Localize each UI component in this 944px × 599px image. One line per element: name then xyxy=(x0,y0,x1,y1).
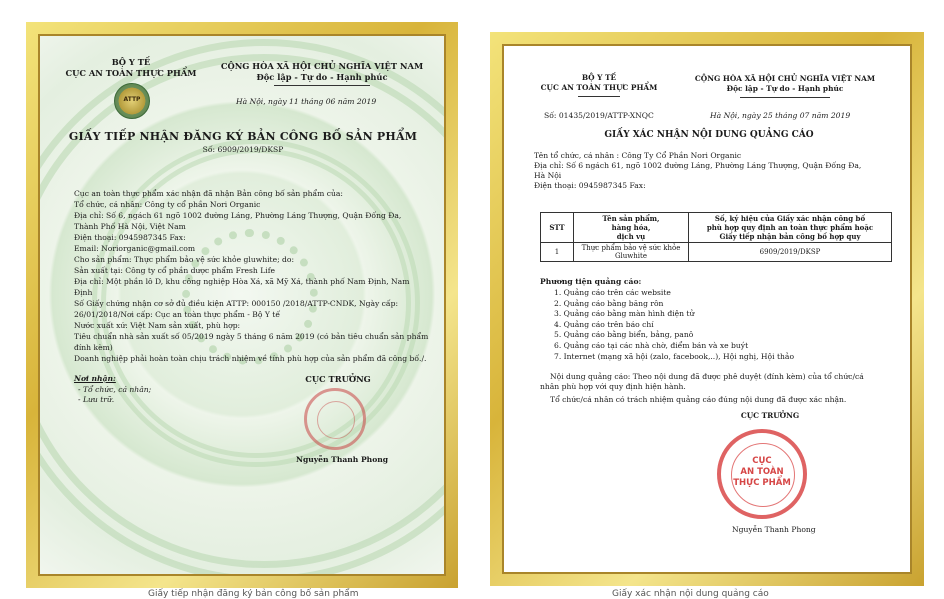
body-line: Cục an toàn thực phẩm xác nhận đã nhận Bản công bố sản phẩm của: xyxy=(74,189,343,198)
body-line: Thành Phố Hà Nội, Việt Nam xyxy=(74,222,186,231)
content-line: Tổ chức/cá nhân có trách nhiệm quảng cáo đúng nội dung đã được xác nhận. xyxy=(550,395,847,404)
agency-ministry: BỘ Y TẾ xyxy=(581,73,617,82)
advertising-confirmation-document xyxy=(490,32,924,586)
table-cell-product: Thực phẩm bảo vệ sức khỏe Gluwhite xyxy=(574,243,689,262)
signer-name: Nguyễn Thanh Phong xyxy=(732,525,816,534)
document-title: GIẤY XÁC NHẬN NỘI DUNG QUẢNG CÁO xyxy=(604,130,814,140)
republic-header: CỘNG HÒA XÃ HỘI CHỦ NGHĨA VIỆT NAM xyxy=(694,74,876,83)
recipient-item: - Tổ chức, cá nhân; xyxy=(78,385,152,394)
motto: Độc lập - Tự do - Hạnh phúc xyxy=(256,72,388,82)
body-line: đính kèm) xyxy=(74,343,113,352)
certificate-registration-document xyxy=(26,22,458,588)
table-cell-stt: 1 xyxy=(541,243,574,262)
body-line: Điện thoại: 0945987345 Fax: xyxy=(534,181,646,190)
recipient-item: - Lưu trữ. xyxy=(78,395,115,404)
body-line: Địa chỉ: Một phần lô D, khu công nghiệp Hòa Xá, xã Mỹ Xá, thành phố Nam Định, Nam xyxy=(74,277,410,286)
body-line: Nước xuất xứ: Việt Nam sản xuất, phù hợp: xyxy=(74,321,241,330)
content-line: Nội dung quảng cáo: Theo nội dung đã được phê duyệt (đính kèm) của tổ chức/cá xyxy=(550,372,864,381)
body-line: Sản xuất tại: Công ty cổ phần dược phẩm Fresh Life xyxy=(74,266,276,275)
body-line: Hà Nội xyxy=(534,171,562,180)
agency-underline xyxy=(578,96,620,97)
agency-name: CỤC AN TOÀN THỰC PHẨM xyxy=(65,68,197,78)
body-line: Cho sản phẩm: Thực phẩm bảo vệ sức khỏe gluwhite; do: xyxy=(74,255,295,264)
bronze-drum-watermark-center xyxy=(182,229,318,365)
media-item: 7. Internet (mạng xã hội (zalo, facebook,..), Hội nghị, Hội thảo xyxy=(554,351,795,361)
table-header-certificate: Số, ký hiệu của Giấy xác nhận công bố phù hợp quy định an toàn thực phẩm hoặc Giấy tiếp nhận bản công bố hợp quy xyxy=(689,213,892,243)
caption-left: Giấy tiếp nhận đăng ký bản công bố sản phẩm xyxy=(148,589,359,599)
table-cell-certificate: 6909/2019/DKSP xyxy=(689,243,892,262)
date-line: Hà Nội, ngày 11 tháng 06 năm 2019 xyxy=(236,97,377,106)
caption-right: Giấy xác nhận nội dung quảng cáo xyxy=(612,589,769,599)
body-line: Điện thoại: 0945987345 Fax: xyxy=(74,233,186,242)
document-number: Số: 01435/2019/ATTP-XNQC xyxy=(544,111,654,120)
stamp-line: AN TOÀN xyxy=(740,467,784,477)
agency-ministry: BỘ Y TẾ xyxy=(111,57,151,67)
table-header-stt: STT xyxy=(541,213,574,243)
table-header-product: Tên sản phẩm, hàng hóa, dịch vụ xyxy=(574,213,689,243)
content-line: nhân phù hợp với quy định hiện hành. xyxy=(540,382,686,391)
table-row xyxy=(541,243,892,262)
signer-name: Nguyễn Thanh Phong xyxy=(296,455,389,464)
motto: Độc lập - Tự do - Hạnh phúc xyxy=(726,84,844,93)
certificate-registration-paper xyxy=(38,34,446,576)
body-line: Địa chỉ: Số 6, ngách 61 ngõ 1002 đường Láng, Phường Láng Thượng, Quận Đống Đa, xyxy=(74,211,402,220)
official-stamp-icon xyxy=(717,429,807,519)
official-stamp-icon xyxy=(304,388,366,450)
body-line: Số Giấy chứng nhận cơ sở đủ điều kiện ATTP: 000150 /2018/ATTP-CNDK, Ngày cấp: xyxy=(74,299,399,308)
body-line: Doanh nghiệp phải hoàn toàn chịu trách nhiệm về tính phù hợp của sản phẩm đã công bố./. xyxy=(74,354,427,363)
body-line: Email: Noriorganic@gmail.com xyxy=(74,244,196,253)
media-item: 3. Quảng cáo bằng màn hình điện tử xyxy=(554,309,695,319)
motto-underline xyxy=(740,97,830,98)
media-title: Phương tiện quảng cáo: xyxy=(540,277,642,286)
stamp-line: CỤC xyxy=(752,456,772,466)
media-item: 1. Quảng cáo trên các website xyxy=(554,288,671,297)
signer-title: CỤC TRƯỞNG xyxy=(740,411,800,420)
logo-text: ATTP xyxy=(123,96,141,103)
body-line: 26/01/2018/Nơi cấp: Cục an toàn thực phẩm - Bộ Y tế xyxy=(74,310,280,319)
agency-name: CỤC AN TOÀN THỰC PHẨM xyxy=(540,83,658,92)
document-number: Số: 6909/2019/DKSP xyxy=(202,145,284,154)
media-item: 5. Quảng cáo bằng biển, bảng, panô xyxy=(554,330,694,340)
media-item: 4. Quảng cáo trên báo chí xyxy=(554,319,654,329)
body-line: Tiêu chuẩn nhà sản xuất số 05/2019 ngày 5 tháng 6 năm 2019 (có bản tiêu chuẩn sản phẩm xyxy=(74,332,429,341)
republic-header: CỘNG HÒA XÃ HỘI CHỦ NGHĨA VIỆT NAM xyxy=(220,61,424,71)
stamp-line: THỰC PHẨM xyxy=(733,478,791,488)
advertising-confirmation-paper xyxy=(502,44,912,574)
body-line: Tên tổ chức, cá nhân : Công Ty Cổ Phần Nori Organic xyxy=(534,151,742,160)
recipients-title: Nơi nhận: xyxy=(74,374,116,383)
media-item: 2. Quảng cáo bằng băng rôn xyxy=(554,298,664,308)
media-item: 6. Quảng cáo tại các nhà chờ, điểm bán và xe buýt xyxy=(554,341,749,350)
body-line: Địa chỉ: Số 6 ngách 61, ngõ 1002 đường Láng, Phường Láng Thượng, Quận Đống Đa, xyxy=(534,161,862,170)
agency-logo-icon xyxy=(114,83,150,119)
body-line: Tổ chức, cá nhân: Công ty cổ phần Nori Organic xyxy=(74,200,261,209)
signer-title: CỤC TRƯỞNG xyxy=(305,374,371,384)
document-title: GIẤY TIẾP NHẬN ĐĂNG KÝ BẢN CÔNG BỐ SẢN PHẨM xyxy=(68,130,418,143)
product-table xyxy=(540,212,892,262)
motto-underline xyxy=(274,85,370,86)
body-line: Định xyxy=(74,288,93,297)
date-line: Hà Nội, ngày 25 tháng 07 năm 2019 xyxy=(710,111,851,120)
